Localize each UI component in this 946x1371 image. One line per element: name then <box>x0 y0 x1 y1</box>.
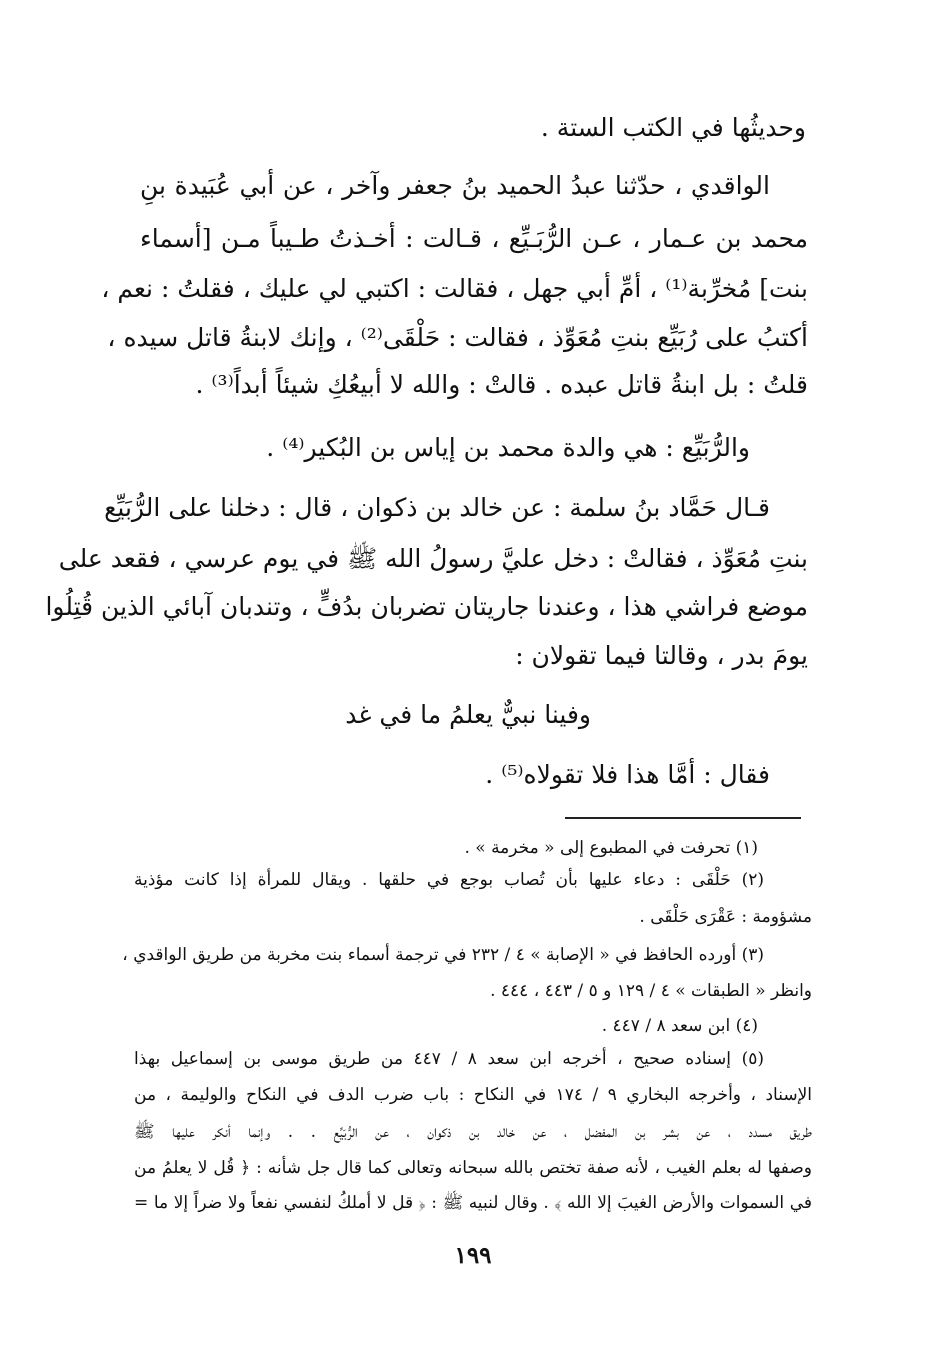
main-line-11: يومَ بدر ، وقالتا فيما تقولان : <box>515 641 808 670</box>
main-line-4: بنت] مُخرِّبة⁽¹⁾ ، أمِّ أبي جهل ، فقالت : اكتبي لي عليك ، فقلتُ : نعم ، <box>101 274 808 303</box>
footnote-3-cont: وانظر « الطبقات » ٤ / ١٢٩ و ٥ / ٤٤٣ ، ٤٤٤ . <box>490 981 812 1001</box>
footnote-1: (١) تحرفت في المطبوع إلى « مخرمة » . <box>464 838 758 858</box>
footnote-5-cont-1: الإسناد ، وأخرجه البخاري ٩ / ١٧٤ في النكاح : باب ضرب الدف في النكاح والوليمة ، من <box>134 1085 812 1105</box>
footnote-5-cont-4: في السموات والأرض الغيبَ إلا الله ﴾ . وقال لنبيه ﷺ : ﴿ قل لا أملكُ لنفسي نفعاً ولا ضراً إلا ما = <box>134 1193 812 1213</box>
main-line-7: والرُّبَيِّع : هي والدة محمد بن إياس بن البُكير⁽⁴⁾ . <box>266 433 750 462</box>
footnote-5: (٥) إسناده صحيح ، أخرجه ابن سعد ٨ / ٤٤٧ من طريق موسى بن إسماعيل بهذا <box>134 1049 764 1069</box>
main-line-2: الواقدي ، حدّثنا عبدُ الحميد بنُ جعفر وآخر ، عن أبي عُبَيدة بنِ <box>140 171 770 200</box>
footnote-5-cont-3: وصفها له بعلم الغيب ، لأنه صفة تختص بالله سبحانه وتعالى كما قال جل شأنه : ﴿ قُل لا يعلمُ من <box>134 1158 812 1178</box>
main-line-5: أكتبُ على رُبَيِّع بنتِ مُعَوِّذ ، فقالت : حَلْقَى⁽²⁾ ، وإنك لابنةُ قاتل سيده ، <box>107 323 808 352</box>
main-line-1: وحديثُها في الكتب الستة . <box>540 113 806 142</box>
main-line-9: بنتِ مُعَوِّذ ، فقالتْ : دخل عليَّ رسولُ الله ﷺ في يوم عرسي ، فقعد على <box>58 544 808 573</box>
main-line-13: فقال : أمَّا هذا فلا تقولاه⁽⁵⁾ . <box>485 760 770 789</box>
footnote-separator <box>565 817 801 819</box>
verse-line: وفينا نبيٌّ يعلمُ ما في غد <box>345 700 591 729</box>
page-number: ١٩٩ <box>454 1242 492 1269</box>
main-line-6: قلتُ : بل ابنةُ قاتل عبده . قالتْ : والله لا أبيعُكِ شيئاً أبداً⁽³⁾ . <box>195 370 808 399</box>
main-line-8: قـال حَمَّاد بنُ سلمة : عن خالد بن ذكوان ، قال : دخلنا على الرُّبَيِّع <box>104 493 770 522</box>
footnote-3: (٣) أورده الحافظ في « الإصابة » ٤ / ٢٣٢ في ترجمة أسماء بنت مخربة من طريق الواقدي ، <box>122 945 764 965</box>
footnote-2-cont: مشؤومة : عَقْرَى حَلْقَى . <box>639 907 812 927</box>
footnote-5-cont-2: طريق مسدد ، عن بشر بن المفضل ، عن خالد بن ذكوان ، عن الرُّبَيِّع . . وإنما أنكر عليها ﷺ <box>134 1122 812 1142</box>
footnote-2: (٢) حَلْقَى : دعاء عليها بأن تُصاب بوجع في حلقها . ويقال للمرأة إذا كانت مؤذية <box>134 870 764 890</box>
main-line-10: موضع فراشي هذا ، وعندنا جاريتان تضربان بدُفٍّ ، وتندبان آبائي الذين قُتِلُوا <box>45 592 808 621</box>
footnote-4: (٤) ابن سعد ٨ / ٤٤٧ . <box>601 1016 758 1036</box>
main-line-3: محمد بن عـمار ، عـن الرُّبَـيِّع ، قـالت : أخـذتُ طـيباً مـن [أسماء <box>140 224 808 253</box>
